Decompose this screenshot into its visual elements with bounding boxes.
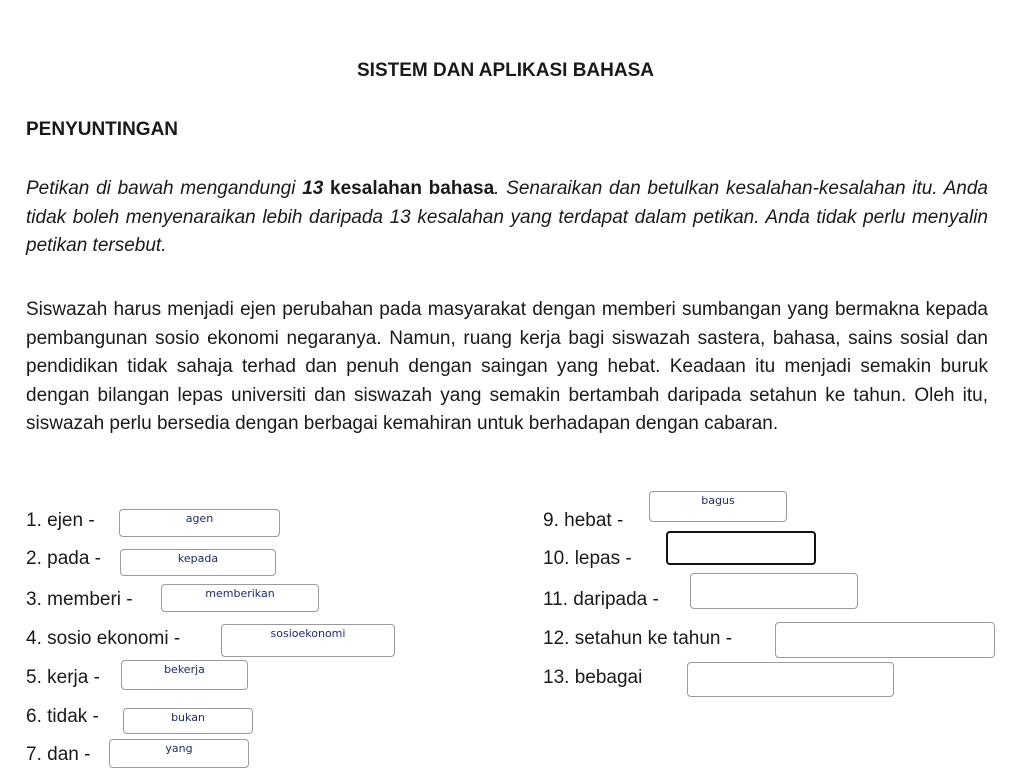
answer-input-7[interactable]: yang xyxy=(109,739,249,768)
answer-input-1[interactable]: agen xyxy=(119,509,280,537)
answer-input-10[interactable] xyxy=(666,531,816,565)
instruction-text xyxy=(26,175,988,261)
answer-input-5[interactable]: bekerja xyxy=(121,660,248,690)
instruction-bold-text: kesalahan bahasa xyxy=(323,178,495,199)
answer-input-3[interactable]: memberikan xyxy=(161,584,319,612)
answer-input-4[interactable]: sosioekonomi xyxy=(221,624,395,657)
answer-input-9[interactable]: bagus xyxy=(649,491,787,522)
instruction-part2: . Senaraikan dan betulkan kesalahan-kesalahan itu. Anda tidak boleh menyenaraikan lebih daripada 13 kesalahan yang terdapat dalam petikan. Anda tidak perlu menyalin petikan tersebut. xyxy=(26,178,988,256)
section-heading: PENYUNTINGAN xyxy=(26,119,179,140)
answer-label-2: 2. pada - xyxy=(26,548,101,569)
answer-label-3: 3. memberi - xyxy=(26,589,133,610)
answer-label-11: 11. daripada - xyxy=(543,589,659,610)
instruction-part1: Petikan di bawah mengandungi xyxy=(26,178,303,199)
answer-input-2[interactable]: kepada xyxy=(120,549,276,576)
answer-label-1: 1. ejen - xyxy=(26,510,95,531)
answer-input-6[interactable]: bukan xyxy=(123,708,253,734)
page-title: SISTEM DAN APLIKASI BAHASA xyxy=(357,60,654,81)
answer-input-13[interactable] xyxy=(687,662,894,697)
answer-label-7: 7. dan - xyxy=(26,744,91,765)
answer-input-12[interactable] xyxy=(775,622,995,658)
answer-label-10: 10. lepas - xyxy=(543,548,632,569)
passage-text: Siswazah harus menjadi ejen perubahan pada masyarakat dengan memberi sumbangan yang bermakna kepada pembangunan sosio ekonomi negaranya. Namun, ruang kerja bagi siswazah sastera, bahasa, sains sosial dan pendidikan tidak sahaja terhad dan penuh dengan saingan yang hebat. Keadaan itu menjadi semakin buruk dengan bilangan lepas universiti dan siswazah yang semakin bertambah daripada setahun ke tahun. Oleh itu, siswazah perlu bersedia dengan berbagai kemahiran untuk berhadapan dengan cabaran. xyxy=(26,299,988,434)
answer-label-12: 12. setahun ke tahun - xyxy=(543,628,733,649)
answer-label-13: 13. bebagai xyxy=(543,667,643,688)
answer-label-9: 9. hebat - xyxy=(543,510,624,531)
answer-label-6: 6. tidak - xyxy=(26,706,99,727)
answer-label-4: 4. sosio ekonomi - xyxy=(26,628,181,649)
instruction-bold-number: 13 xyxy=(302,178,324,199)
answer-label-5: 5. kerja - xyxy=(26,667,100,688)
answer-input-11[interactable] xyxy=(690,573,858,609)
